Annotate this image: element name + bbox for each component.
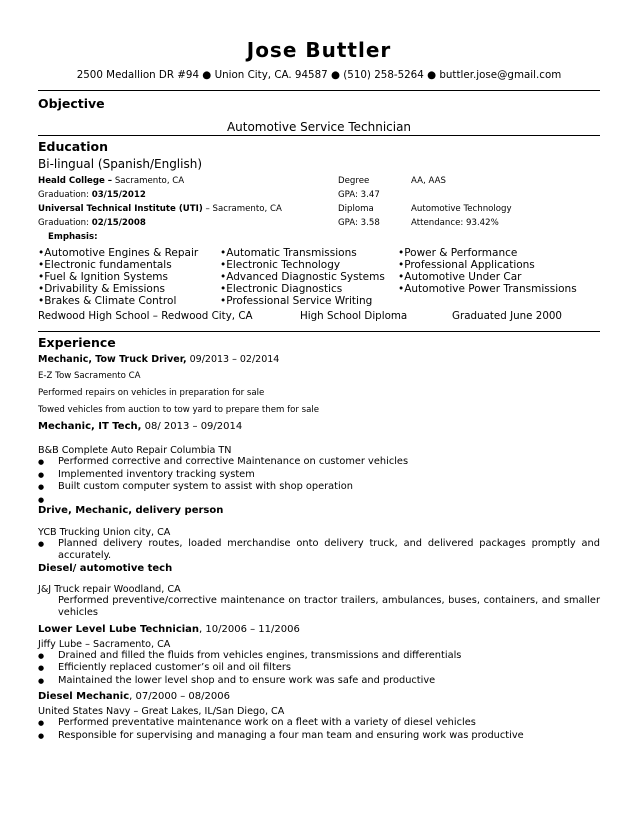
emphasis-item: •Electronic Diagnostics <box>220 283 343 295</box>
job-title: Lower Level Lube Technician, 10/2006 – 11/2006 <box>38 623 300 635</box>
graduation-label: Graduation: <box>38 218 92 228</box>
objective-heading: Objective <box>38 96 105 111</box>
job-company: E-Z Tow Sacramento CA <box>38 371 141 381</box>
list-item: ● Efficiently replaced customer’s oil and oil filters <box>38 662 600 675</box>
education-table <box>38 174 600 244</box>
separator-dot: ● <box>427 69 437 81</box>
contact-line <box>38 69 600 81</box>
emphasis-item: •Advanced Diagnostic Systems <box>220 271 385 283</box>
job-entry <box>38 624 600 688</box>
emphasis-item: •Fuel & Ignition Systems <box>38 271 168 283</box>
gpa: GPA: 3.58 <box>338 218 380 228</box>
job-entry <box>38 421 600 505</box>
emphasis-item: •Automotive Power Transmissions <box>398 283 577 295</box>
job-entry <box>38 691 600 742</box>
job-company: J&J Truck repair Woodland, CA <box>38 583 181 595</box>
phone: (510) 258-5264 <box>343 69 424 81</box>
school-name: Universal Technical Institute (UTI) <box>38 204 203 214</box>
emphasis-item: •Electronic fundamentals <box>38 259 172 271</box>
emphasis-item: •Automotive Engines & Repair <box>38 247 199 259</box>
separator-dot: ● <box>330 69 340 81</box>
emphasis-item: •Power & Performance <box>398 247 518 259</box>
list-item: ● Implemented inventory tracking system <box>38 469 600 482</box>
school-location: – Sacramento, CA <box>202 204 282 214</box>
emphasis-col-2 <box>220 247 398 307</box>
job-bullets <box>38 717 600 742</box>
emphasis-col-3 <box>398 247 577 307</box>
job-description: Towed vehicles from auction to tow yard to prepare them for sale <box>38 405 320 415</box>
emphasis-item: •Electronic Technology <box>220 259 341 271</box>
list-item: ● Responsible for supervising and managing a four man team and ensuring work was productive <box>38 730 600 743</box>
divider <box>38 331 600 332</box>
list-item: ● Performed corrective and corrective Maintenance on customer vehicles <box>38 456 600 469</box>
graduation-label: Graduation: <box>38 190 92 200</box>
job-company: YCB Trucking Union city, CA <box>38 526 171 538</box>
degree-value: AA, AAS <box>411 176 446 186</box>
graduation-date: 03/15/2012 <box>91 190 146 200</box>
job-title: Mechanic, IT Tech, 08/ 2013 – 09/2014 <box>38 421 243 432</box>
school-location: Sacramento, CA <box>112 176 185 186</box>
job-bullets <box>38 650 600 688</box>
job-bullets <box>38 456 600 505</box>
degree-label: Diploma <box>338 204 374 214</box>
job-entry <box>38 505 600 563</box>
degree-value: Automotive Technology <box>411 204 512 214</box>
degree-label: Degree <box>338 176 370 186</box>
job-entry <box>38 354 600 415</box>
address: 2500 Medallion DR #94 <box>76 69 200 81</box>
education-heading: Education <box>38 139 108 154</box>
emphasis-grid <box>38 247 600 307</box>
education-row <box>38 216 600 230</box>
language-line: Bi-lingual (Spanish/English) <box>38 157 203 171</box>
emphasis-label: Emphasis: <box>48 232 98 242</box>
emphasis-col-1 <box>38 247 220 307</box>
highschool-row <box>38 310 600 322</box>
job-company: United States Navy – Great Lakes, IL/San Diego, CA <box>38 706 285 717</box>
job-entry <box>38 563 600 620</box>
divider <box>38 135 600 136</box>
education-row <box>38 188 600 202</box>
emphasis-item: •Automotive Under Car <box>398 271 522 283</box>
job-company: Jiffy Lube – Sacramento, CA <box>38 638 171 650</box>
job-company: B&B Complete Auto Repair Columbia TN <box>38 445 232 456</box>
list-item: ● Maintained the lower level shop and to ensure work was safe and productive <box>38 675 600 688</box>
list-item: ● Drained and filled the fluids from vehicles engines, transmissions and differentials <box>38 650 600 663</box>
emphasis-item: •Drivability & Emissions <box>38 283 165 295</box>
highschool-graduated: Graduated June 2000 <box>452 310 562 322</box>
experience-heading: Experience <box>38 335 116 350</box>
email[interactable]: buttler.jose@gmail.com <box>439 69 562 81</box>
job-title: Diesel Mechanic, 07/2000 – 08/2006 <box>38 691 230 702</box>
education-row <box>38 202 600 216</box>
emphasis-item: •Professional Service Writing <box>220 295 373 307</box>
job-title: Drive, Mechanic, delivery person <box>38 504 224 516</box>
emphasis-item: •Brakes & Climate Control <box>38 295 177 307</box>
list-item: ● Planned delivery routes, loaded merchandise onto delivery truck, and delivered packages promptly and accurately. <box>38 538 600 563</box>
education-row <box>38 174 600 188</box>
job-title: Mechanic, Tow Truck Driver, 09/2013 – 02/2014 <box>38 354 280 365</box>
attendance: Attendance: 93.42% <box>411 218 499 228</box>
city: Union City, CA. 94587 <box>214 69 328 81</box>
job-description: Performed preventive/corrective maintenance on tractor trailers, ambulances, buses, containers, and smaller vehicles <box>58 594 600 618</box>
job-title: Diesel/ automotive tech <box>38 562 173 574</box>
objective-text: Automotive Service Technician <box>226 120 412 134</box>
school-name: Heald College – <box>38 176 113 186</box>
job-bullets <box>38 538 600 563</box>
emphasis-item: •Professional Applications <box>398 259 535 271</box>
list-item <box>38 494 600 505</box>
list-item: ● Built custom computer system to assist with shop operation <box>38 481 600 494</box>
list-item: ● Performed preventative maintenance work on a fleet with a variety of diesel vehicles <box>38 717 600 730</box>
candidate-name: Jose Buttler <box>246 38 392 62</box>
divider <box>38 90 600 91</box>
graduation-date: 02/15/2008 <box>91 218 146 228</box>
highschool-diploma: High School Diploma <box>300 310 408 322</box>
separator-dot: ● <box>202 69 212 81</box>
highschool-name: Redwood High School – Redwood City, CA <box>38 310 253 322</box>
emphasis-item: •Automatic Transmissions <box>220 247 357 259</box>
job-description: Performed repairs on vehicles in preparation for sale <box>38 388 265 398</box>
gpa: GPA: 3.47 <box>338 190 380 200</box>
